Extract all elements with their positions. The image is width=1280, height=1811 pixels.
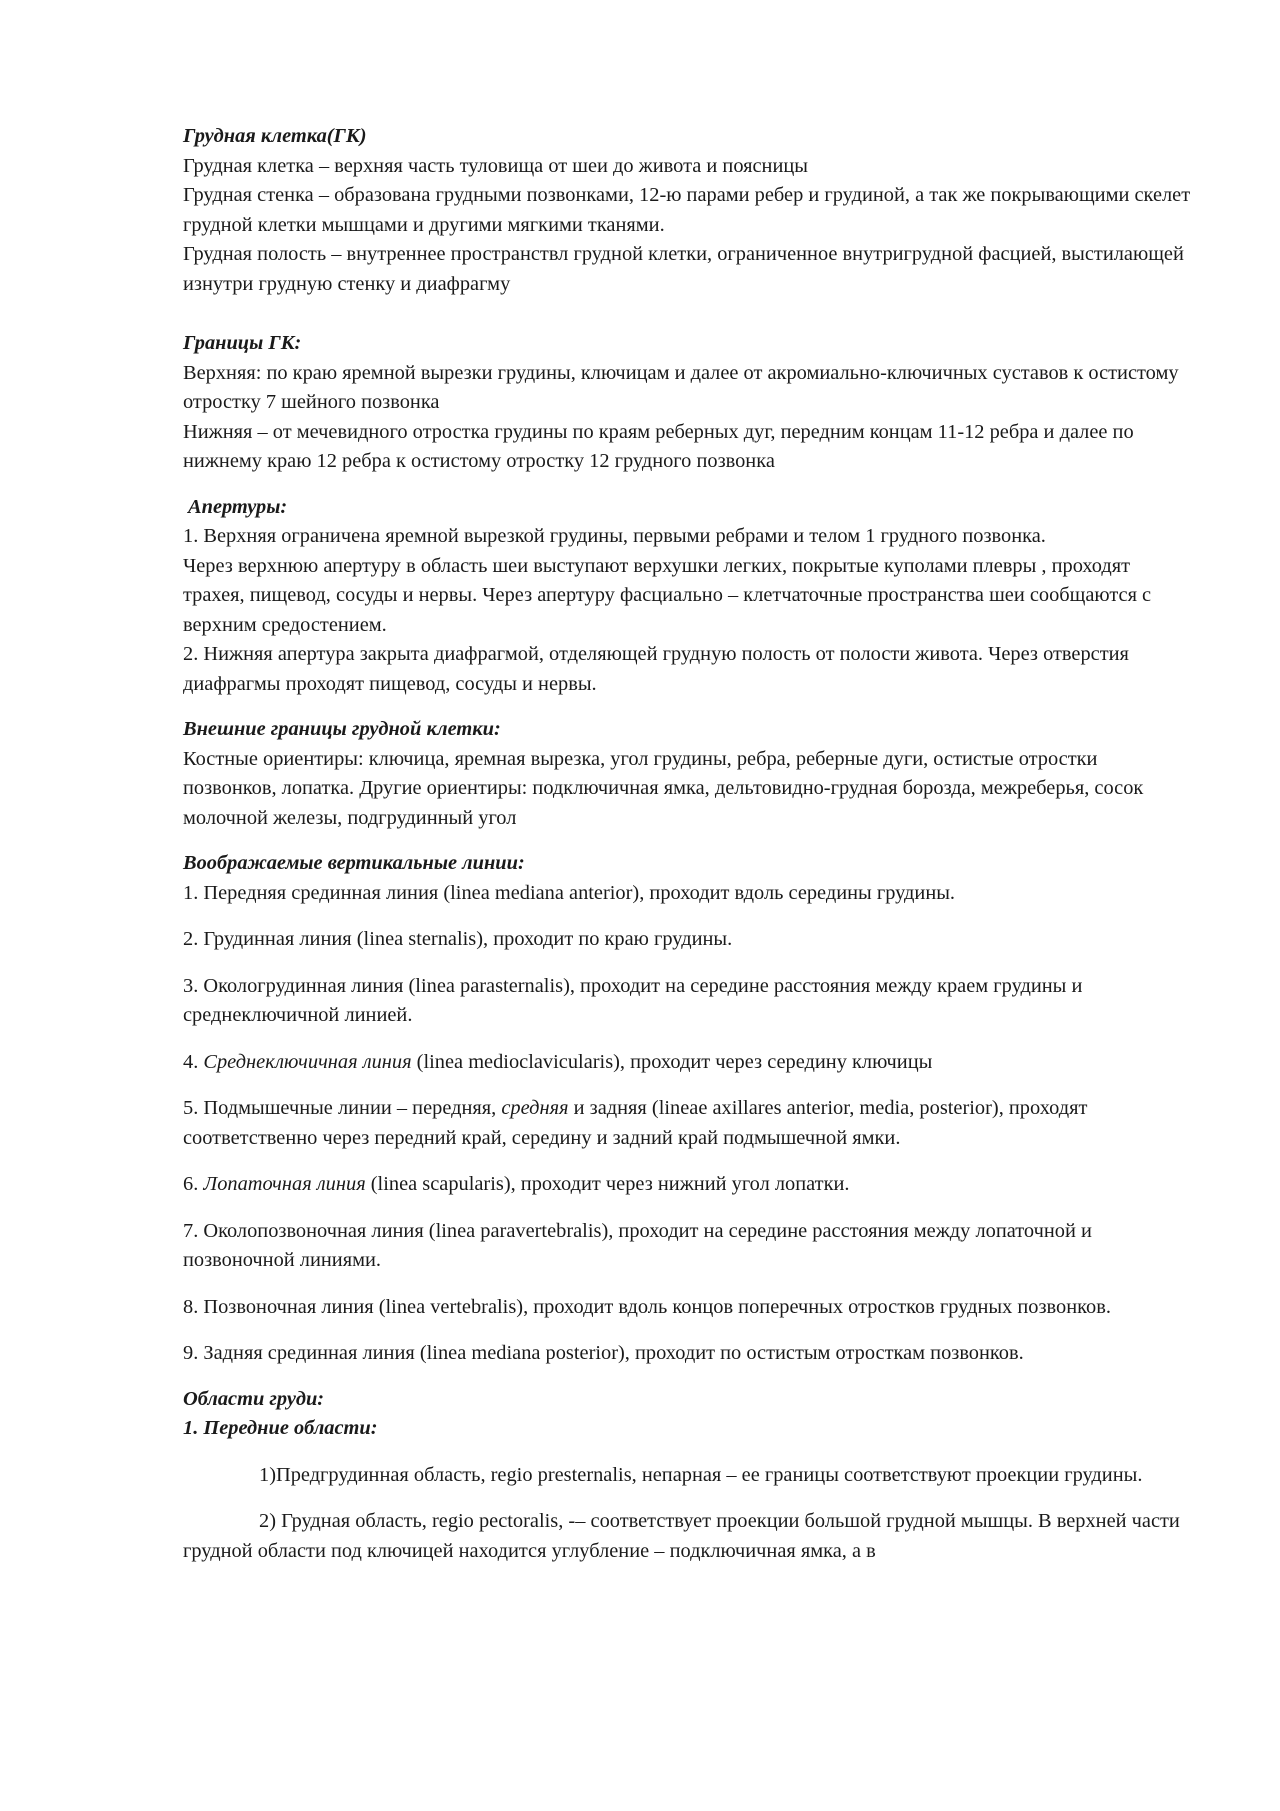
heading-chest: Грудная клетка(ГК) bbox=[183, 125, 367, 147]
line-item-2: 2. Грудинная линия (linea sternalis), проходит по краю грудины. bbox=[183, 928, 733, 950]
line-item-5: 5. Подмышечные линии – передняя, средняя и задняя (lineae axillares anterior, media, posterior), проходят соответственно через передний край, середину и задний край подмышечной ямки. bbox=[183, 1097, 1088, 1149]
external-landmarks: Костные ориентиры: ключица, яремная вырезка, угол грудины, ребра, реберные дуги, остистые отростки позвонков, лопатка. Другие ориентиры: подключичная ямка, дельтовидно-грудная борозда, межреберья, сосок молочной железы, подгрудинный угол bbox=[183, 747, 1144, 829]
subheading-anterior-regions: 1. Передние области: bbox=[183, 1417, 378, 1439]
line-item-3: 3. Окологрудинная линия (linea parasternalis), проходит на середине расстояния между краем грудины и среднеключичной линией. bbox=[183, 974, 1083, 1026]
heading-apertures: Апертуры: bbox=[188, 495, 288, 518]
aperture-upper: 1. Верхняя ограничена яремной вырезкой грудины, первыми ребрами и телом 1 грудного позвонка. bbox=[183, 525, 1046, 547]
chest-cavity-definition: Грудная полость – внутреннее пространствл грудной клетки, ограниченное внутригрудной фасцией, выстилающей изнутри грудную стенку и диафрагму bbox=[183, 243, 1184, 295]
line-item-9: 9. Задняя срединная линия (linea mediana posterior), проходит по остистым отросткам позвонков. bbox=[183, 1342, 1024, 1364]
region-presternal: 1)Предгрудинная область, regio presternalis, непарная – ее границы соответствуют проекции грудины. bbox=[259, 1463, 1143, 1486]
region-pectoral: 2) Грудная область, regio pectoralis, -– соответствует проекции большой грудной мышцы. В верхней части грудной области под ключицей находится углубление – подключичная ямка, а в bbox=[183, 1510, 1180, 1562]
document-page bbox=[183, 122, 1193, 1566]
line-item-6-emphasis: Лопаточная линия bbox=[203, 1173, 366, 1195]
line-item-8: 8. Позвоночная линия (linea vertebralis), проходит вдоль концов поперечных отростков грудных позвонков. bbox=[183, 1295, 1111, 1318]
heading-vertical-lines: Воображаемые вертикальные линии: bbox=[183, 852, 525, 874]
line-item-7: 7. Околопозвоночная линия (linea paravertebralis), проходит на середине расстояния между лопаточной и позвоночной линиями. bbox=[183, 1219, 1092, 1271]
line-item-4: 4. Среднеключичная линия (linea medioclavicularis), проходит через середину ключицы bbox=[183, 1050, 933, 1073]
heading-external-borders: Внешние границы грудной клетки: bbox=[183, 718, 501, 740]
aperture-lower: 2. Нижняя апертура закрыта диафрагмой, отделяющей грудную полость от полости живота. Через отверстия диафрагмы проходят пищевод, сосуды и нервы. bbox=[183, 643, 1129, 695]
aperture-upper-contents: Через верхнюю апертуру в область шеи выступают верхушки легких, покрытые куполами плевры , проходят трахея, пищевод, сосуды и нервы. Через апертуру фасциально – клетчаточные пространства шеи сообщаются с верхним средостением. bbox=[183, 554, 1152, 636]
chest-definition: Грудная клетка – верхняя часть туловища от шеи до живота и поясницы bbox=[183, 154, 808, 177]
heading-chest-regions: Области груди: bbox=[183, 1387, 325, 1410]
heading-borders: Границы ГК: bbox=[183, 332, 302, 354]
lower-border: Нижняя – от мечевидного отростка грудины по краям реберных дуг, передним концам 11-12 ребра и далее по нижнему краю 12 ребра к остистому отростку 12 грудного позвонка bbox=[183, 420, 1134, 472]
chest-wall-definition: Грудная стенка – образована грудными позвонками, 12-ю парами ребер и грудиной, а так же покрывающими скелет грудной клетки мышцами и другими мягкими тканями. bbox=[183, 184, 1191, 236]
line-item-4-emphasis: Среднеключичная линия bbox=[203, 1050, 412, 1073]
line-item-5-emphasis: средняя bbox=[501, 1097, 569, 1119]
line-item-1: 1. Передняя срединная линия (linea mediana anterior), проходит вдоль середины грудины. bbox=[183, 881, 956, 904]
upper-border: Верхняя: по краю яремной вырезки грудины, ключицам и далее от акромиально-ключичных суставов к остистому отростку 7 шейного позвонка bbox=[183, 361, 1179, 413]
line-item-6: 6. Лопаточная линия (linea scapularis), проходит через нижний угол лопатки. bbox=[183, 1173, 850, 1195]
